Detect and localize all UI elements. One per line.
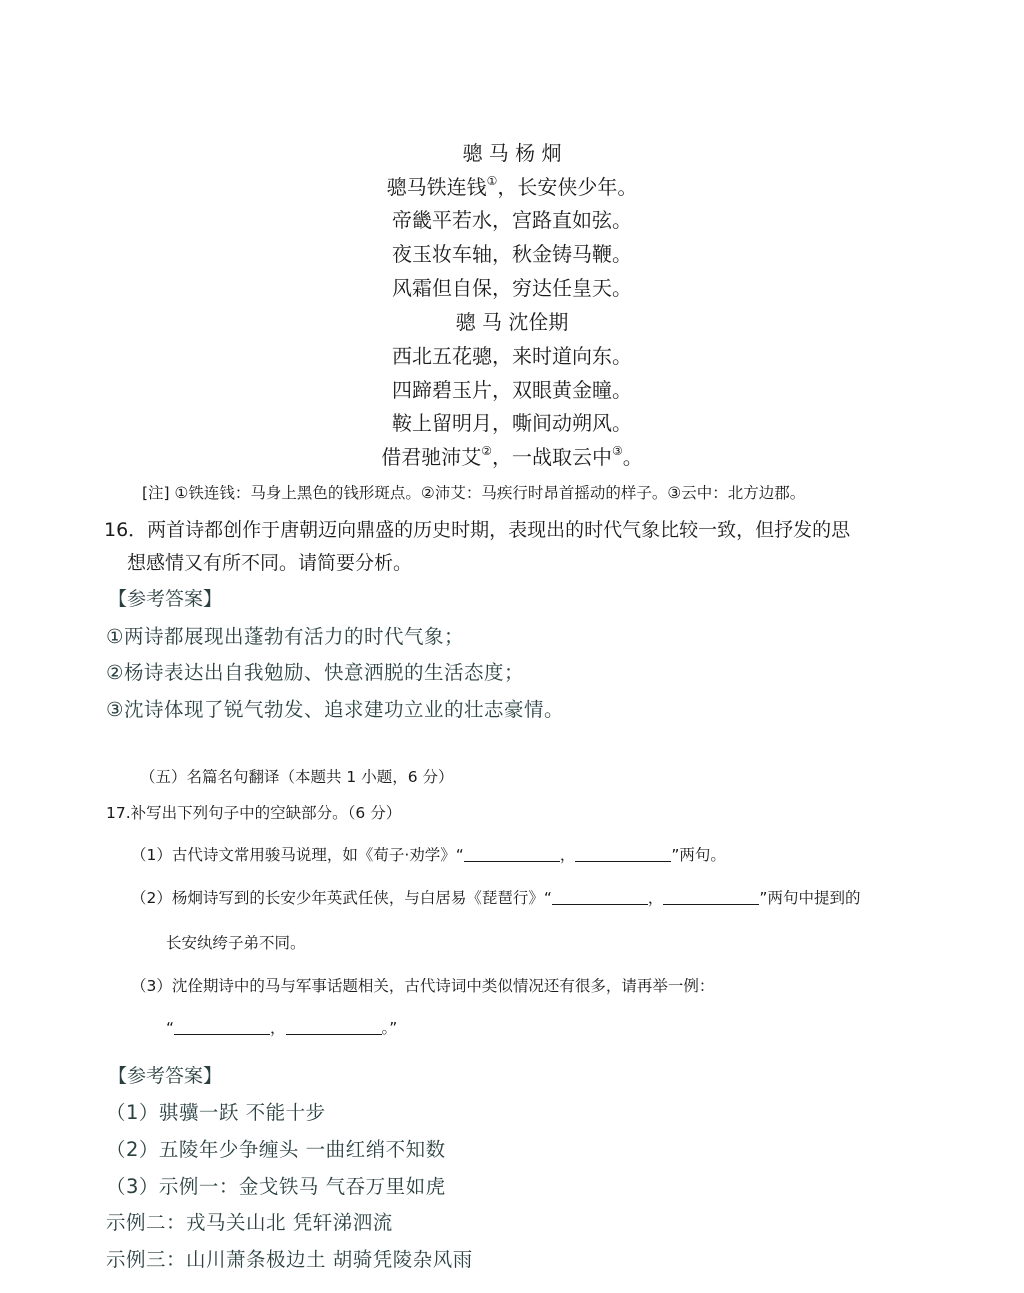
poem-title: 骢 马 杨 炯 bbox=[462, 141, 562, 165]
poem-title: 骢 马 沈佺期 bbox=[455, 310, 569, 334]
answer-item: （3）示例一：金戈铁马 气吞万里如虎 bbox=[106, 1175, 446, 1198]
poem-line: 四蹄碧玉片，双眼黄金瞳。 bbox=[392, 378, 632, 402]
sub-question-3: （3）沈佺期诗中的马与军事话题相关，古代诗词中类似情况还有很多，请再举一例： bbox=[131, 977, 715, 995]
poem-line: 借君驰沛艾②，一战取云中③。 bbox=[381, 444, 643, 469]
answer-blank[interactable] bbox=[663, 888, 759, 905]
sub-question-1: （1）古代诗文常用骏马说理，如《荀子·劝学》“ ， ”两句。 bbox=[131, 846, 726, 864]
answer-item: 示例二：戎马关山北 凭轩涕泗流 bbox=[106, 1211, 393, 1234]
sub-question-3-blanks: “ ， 。” bbox=[166, 1019, 398, 1037]
poem-line: 帝畿平若水，宫路直如弦。 bbox=[392, 208, 632, 232]
footnote-marker: ① bbox=[486, 174, 498, 188]
answer-heading: 【参考答案】 bbox=[108, 588, 223, 610]
answer-blank[interactable] bbox=[286, 1018, 382, 1035]
sub-question-2-cont: 长安纨绔子弟不同。 bbox=[166, 934, 306, 952]
footnote-marker: ③ bbox=[612, 444, 623, 458]
answer-blank[interactable] bbox=[575, 845, 671, 862]
answer-item: （2）五陵年少争缠头 一曲红绡不知数 bbox=[106, 1138, 446, 1161]
answer-item: （1）骐骥一跃 不能十步 bbox=[106, 1101, 326, 1124]
answer-heading: 【参考答案】 bbox=[108, 1065, 223, 1087]
answer-blank[interactable] bbox=[464, 845, 560, 862]
section-heading: （五）名篇名句翻译（本题共 1 小题，6 分） bbox=[140, 768, 454, 786]
answer-blank[interactable] bbox=[174, 1018, 270, 1035]
poem-line: 鞍上留明月，嘶间动朔风。 bbox=[392, 411, 632, 435]
answer-item: ②杨诗表达出自我勉励、快意洒脱的生活态度； bbox=[106, 661, 524, 684]
question-16-line1: 16．两首诗都创作于唐朝迈向鼎盛的历史时期，表现出的时代气象比较一致，但抒发的思 bbox=[104, 519, 851, 541]
poem-line: 风霜但自保，穷达任皇天。 bbox=[392, 276, 632, 300]
question-16-line2: 想感情又有所不同。请简要分析。 bbox=[127, 552, 413, 574]
poem-line: 夜玉妆车轴，秋金铸马鞭。 bbox=[392, 242, 632, 266]
footnote: [注] ①铁连钱：马身上黑色的钱形斑点。②沛艾：马疾行时昂首摇动的样子。③云中：北方边郡。 bbox=[142, 484, 806, 502]
answer-item: ③沈诗体现了锐气勃发、追求建功立业的壮志豪情。 bbox=[106, 698, 564, 721]
poem-line: 西北五花骢，来时道向东。 bbox=[392, 344, 632, 368]
answer-item: ①两诗都展现出蓬勃有活力的时代气象； bbox=[106, 625, 464, 648]
question-17: 17.补写出下列句子中的空缺部分。（6 分） bbox=[106, 804, 402, 822]
footnote-marker: ② bbox=[481, 444, 492, 458]
answer-blank[interactable] bbox=[552, 888, 648, 905]
sub-question-2: （2）杨炯诗写到的长安少年英武任侠，与白居易《琵琶行》“ ， ”两句中提到的 bbox=[131, 889, 861, 907]
poem-line: 骢马铁连钱①，长安侠少年。 bbox=[386, 174, 638, 199]
answer-item: 示例三：山川萧条极边土 胡骑凭陵杂风雨 bbox=[106, 1248, 473, 1271]
